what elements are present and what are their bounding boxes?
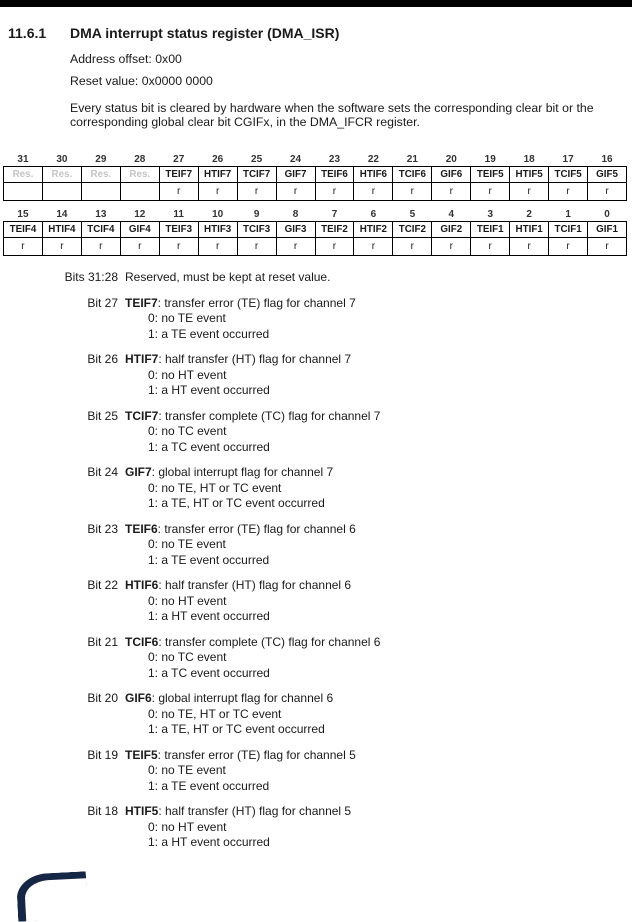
bit-field-name-cell: GIF6 <box>432 167 471 183</box>
bit-entry-label: Bit 21 <box>87 634 118 649</box>
bit-entry <box>0 270 625 286</box>
bit-field-name-cell: TEIF3 <box>159 222 198 238</box>
bit-access-cell: r <box>510 238 549 256</box>
bit-number: 29 <box>95 154 107 165</box>
bit-number: 13 <box>95 209 107 220</box>
bit-number: 26 <box>212 154 224 165</box>
bit-entry-label: Bit 23 <box>87 521 118 536</box>
bit-field-name: HTIF6 <box>125 578 159 592</box>
bit-access-cell: r <box>120 238 159 256</box>
bit-value-line: 0: no TC event <box>148 424 227 438</box>
bit-entry <box>0 804 625 851</box>
bit-field-name-cell: TCIF3 <box>237 222 276 238</box>
bit-field-name-cell: HTIF3 <box>198 222 237 238</box>
bit-entry-label: Bit 26 <box>87 352 118 366</box>
bit-entry-heading: HTIF5: half transfer (HT) flag for channel 5 <box>125 804 352 818</box>
bit-field-name-cell: TCIF7 <box>237 167 276 183</box>
bit-entry-label: Bit 27 <box>87 295 118 310</box>
bit-entry <box>0 691 625 738</box>
bit-access-cell: r <box>237 238 276 256</box>
bit-entry-body <box>125 465 333 512</box>
bit-field-name: TEIF7 <box>125 295 158 310</box>
bit-field-name-cell: GIF4 <box>120 222 159 238</box>
bit-number: 15 <box>17 209 29 220</box>
st-logo-partial <box>16 871 88 922</box>
bit-number: 17 <box>562 154 574 165</box>
bit-number: 8 <box>292 209 299 220</box>
bit-value-line: 0: no HT event <box>148 593 227 608</box>
bit-field-name-cell: TEIF2 <box>315 222 354 238</box>
bit-number: 4 <box>448 209 455 220</box>
bit-field-name-cell: GIF7 <box>276 167 315 183</box>
bit-field-name: GIF7 <box>125 465 152 479</box>
bit-access-cell: r <box>354 238 393 256</box>
bit-entry <box>0 522 625 569</box>
bit-value-line: 1: a TC event occurred <box>148 665 270 680</box>
register-bit-table <box>3 152 627 256</box>
bit-field-name-cell: HTIF6 <box>354 167 393 183</box>
bit-entry-body <box>125 409 380 456</box>
bit-entry-heading: TCIF6: transfer complete (TC) flag for channel 6 <box>125 634 381 649</box>
bit-number: 11 <box>173 209 184 220</box>
bit-access-cell: r <box>471 183 510 201</box>
bit-entry-label: Bit 22 <box>87 578 118 592</box>
section-title: DMA interrupt status register (DMA_ISR) <box>70 25 340 41</box>
bit-field-name-cell: TEIF6 <box>315 167 354 183</box>
bit-access-cell: r <box>237 183 276 201</box>
bit-entry-label: Bit 24 <box>87 465 118 479</box>
bit-number: 28 <box>134 154 146 165</box>
bit-value-line: 0: no TE event <box>148 311 226 325</box>
bit-access-cell: r <box>393 183 432 201</box>
bit-value-line: 0: no TE event <box>148 763 226 777</box>
bit-value-line: 1: a TE, HT or TC event occurred <box>148 722 325 736</box>
bit-number: 6 <box>370 209 377 220</box>
bit-field-name: TCIF7 <box>125 408 159 423</box>
bit-number: 25 <box>251 154 263 165</box>
bit-number: 22 <box>367 154 379 165</box>
bit-number: 30 <box>56 154 68 165</box>
bit-field-name-cell: Res. <box>81 167 120 183</box>
register-intro <box>70 52 618 137</box>
bit-number: 31 <box>17 154 29 165</box>
bit-entry-body <box>125 804 351 851</box>
bit-number: 24 <box>289 154 302 165</box>
bit-value-line: 1: a HT event occurred <box>148 383 270 397</box>
bit-entry <box>0 296 625 343</box>
bit-value-line: 1: a HT event occurred <box>148 835 270 849</box>
bit-descriptions-list <box>0 270 625 861</box>
bit-number: 21 <box>406 154 418 165</box>
bit-field-name-cell: TCIF2 <box>393 222 432 238</box>
bit-entry-label: Bit 19 <box>87 747 118 762</box>
bit-entry <box>0 409 625 456</box>
bit-entry-heading: TEIF6: transfer error (TE) flag for channel 6 <box>125 521 356 536</box>
page-top-rule <box>0 0 632 7</box>
bit-entry <box>0 352 625 399</box>
bit-value-line: 1: a TE event occurred <box>148 778 270 793</box>
address-offset: Address offset: 0x00 <box>70 52 182 66</box>
bit-access-cell: r <box>315 238 354 256</box>
bit-entry-label: Bit 18 <box>87 804 118 818</box>
bit-access-cell: r <box>4 238 43 256</box>
bit-number: 0 <box>604 209 610 220</box>
bit-field-name: TCIF6 <box>125 634 159 649</box>
bit-value-line: 1: a TE event occurred <box>148 326 270 341</box>
bit-access-cell <box>81 183 120 201</box>
bit-field-name-cell: HTIF7 <box>198 167 237 183</box>
bit-value-line: 0: no TE, HT or TC event <box>148 706 282 721</box>
bit-entry-heading: Reserved, must be kept at reset value. <box>125 270 331 284</box>
bit-entry <box>0 635 625 682</box>
section-number: 11.6.1 <box>8 25 47 41</box>
bit-access-cell: r <box>315 183 354 201</box>
bit-access-cell: r <box>198 238 237 256</box>
bit-number: 14 <box>56 209 68 220</box>
bit-entry-body <box>125 522 356 569</box>
bit-field-name-cell: GIF3 <box>276 222 315 238</box>
bit-number: 18 <box>523 154 535 165</box>
bit-entry-label: Bit 25 <box>87 408 118 423</box>
bit-entry-body <box>125 691 333 738</box>
bit-number: 9 <box>253 209 260 220</box>
bit-value-line: 1: a HT event occurred <box>148 609 270 623</box>
bit-field-name-cell: GIF1 <box>588 222 627 238</box>
bit-access-cell: r <box>81 238 120 256</box>
bit-entry-body <box>125 578 351 625</box>
bit-access-cell: r <box>276 183 315 201</box>
bit-access-cell: r <box>549 238 588 256</box>
bit-number: 12 <box>134 209 146 220</box>
bit-entry-heading: HTIF7: half transfer (HT) flag for channel 7 <box>125 352 352 366</box>
bit-access-cell <box>4 183 43 201</box>
bit-field-name-cell: HTIF2 <box>354 222 393 238</box>
bit-entry-heading: GIF6: global interrupt flag for channel 6 <box>125 691 334 705</box>
bit-value-line: 0: no TC event <box>148 650 227 664</box>
register-description: Every status bit is cleared by hardware when the software sets the corresponding clear bit or the corresponding global clear bit CGIFx, in the DMA_IFCR register. <box>70 101 594 129</box>
section-heading <box>8 25 339 41</box>
bit-value-line: 0: no TE event <box>148 537 226 551</box>
bit-number: 5 <box>409 209 416 220</box>
bit-access-cell: r <box>432 183 471 201</box>
bit-entry-heading: GIF7: global interrupt flag for channel 7 <box>125 465 334 479</box>
bit-number: 3 <box>487 209 493 220</box>
bit-access-cell: r <box>42 238 81 256</box>
bit-access-cell: r <box>471 238 510 256</box>
bit-field-name-cell: GIF5 <box>588 167 627 183</box>
bit-field-name-cell: TEIF4 <box>4 222 43 238</box>
bit-access-cell: r <box>588 238 627 256</box>
bit-entry-body <box>125 748 356 795</box>
bit-entry <box>0 578 625 625</box>
bit-field-name-cell: HTIF5 <box>510 167 549 183</box>
bit-field-name-cell: TCIF1 <box>549 222 588 238</box>
bit-entry-label: Bit 20 <box>87 691 118 705</box>
bit-access-cell: r <box>588 183 627 201</box>
bit-access-cell: r <box>510 183 549 201</box>
bit-entry-body <box>125 296 356 343</box>
bit-value-line: 0: no TE, HT or TC event <box>148 480 282 495</box>
bit-number: 20 <box>445 154 457 165</box>
bit-access-cell: r <box>159 183 198 201</box>
bit-field-name-cell: Res. <box>4 167 43 183</box>
bit-entry <box>0 748 625 795</box>
bit-access-cell <box>42 183 81 201</box>
bit-access-cell: r <box>393 238 432 256</box>
bit-field-name: HTIF5 <box>125 804 159 818</box>
bit-entry <box>0 465 625 512</box>
bit-number: 10 <box>212 209 224 220</box>
bit-field-name-cell: TEIF1 <box>471 222 510 238</box>
bit-access-cell: r <box>432 238 471 256</box>
bit-number: 19 <box>484 154 496 165</box>
bit-number: 7 <box>331 209 338 220</box>
bit-access-cell: r <box>276 238 315 256</box>
bit-field-name-cell: TCIF4 <box>81 222 120 238</box>
bit-field-name-cell: HTIF1 <box>510 222 549 238</box>
bit-access-cell: r <box>159 238 198 256</box>
bit-entry-body <box>125 270 330 286</box>
bit-field-name-cell: TCIF5 <box>549 167 588 183</box>
bit-entry-heading: HTIF6: half transfer (HT) flag for channel 6 <box>125 578 352 592</box>
bit-entry-label: Bits 31:28 <box>64 270 118 284</box>
reset-value: Reset value: 0x0000 0000 <box>70 74 213 88</box>
bit-number: 16 <box>601 154 613 165</box>
bit-field-name: GIF6 <box>125 691 152 705</box>
bit-field-name-cell: TEIF5 <box>471 167 510 183</box>
bit-field-name-cell: GIF2 <box>432 222 471 238</box>
bit-value-line: 1: a TE, HT or TC event occurred <box>148 496 325 510</box>
bit-entry-heading: TCIF7: transfer complete (TC) flag for channel 7 <box>125 408 381 423</box>
bit-access-cell: r <box>198 183 237 201</box>
bit-field-name-cell: TEIF7 <box>159 167 198 183</box>
bit-value-line: 0: no HT event <box>148 819 227 834</box>
bit-field-name: TEIF5 <box>125 747 158 762</box>
bit-entry-heading: TEIF5: transfer error (TE) flag for channel 5 <box>125 747 356 762</box>
bit-number: 1 <box>565 209 571 220</box>
bit-field-name-cell: Res. <box>42 167 81 183</box>
bit-field-name-cell: Res. <box>120 167 159 183</box>
bit-entry-body <box>125 635 380 682</box>
bit-access-cell: r <box>354 183 393 201</box>
bit-access-cell: r <box>549 183 588 201</box>
bit-entry-heading: TEIF7: transfer error (TE) flag for channel 7 <box>125 295 356 310</box>
bit-number: 2 <box>526 209 532 220</box>
bit-entry-body <box>125 352 351 399</box>
bit-field-name-cell: TCIF6 <box>393 167 432 183</box>
bit-access-cell <box>120 183 159 201</box>
bit-value-line: 1: a TC event occurred <box>148 439 270 454</box>
bit-field-name-cell: HTIF4 <box>42 222 81 238</box>
bit-number: 27 <box>173 154 185 165</box>
bit-number: 23 <box>328 154 341 165</box>
bit-value-line: 0: no HT event <box>148 367 227 382</box>
bit-field-name: HTIF7 <box>125 352 159 366</box>
bit-field-name: TEIF6 <box>125 521 158 536</box>
bit-value-line: 1: a TE event occurred <box>148 552 270 567</box>
